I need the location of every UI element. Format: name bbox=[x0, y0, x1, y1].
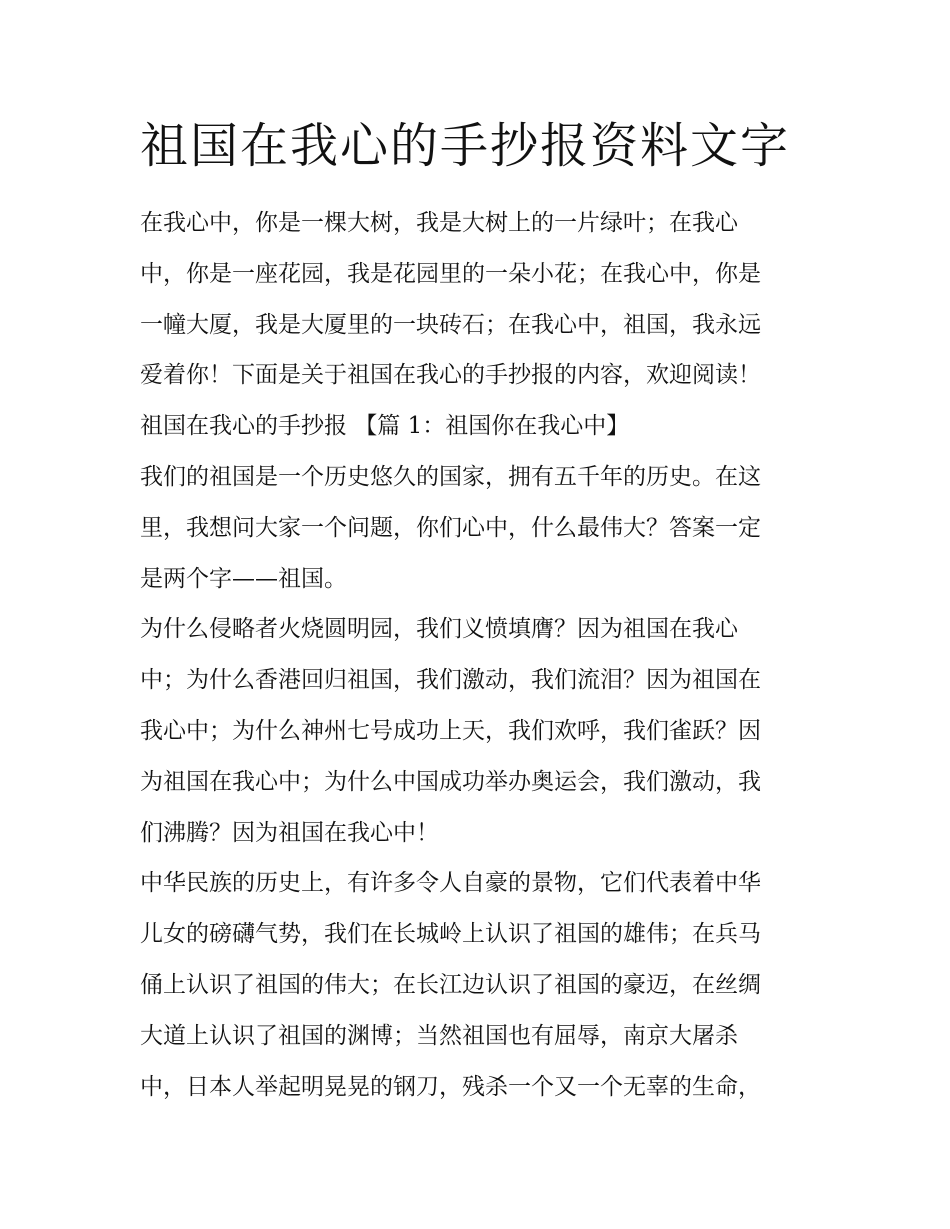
body-line: 是两个字——祖国。 bbox=[140, 565, 347, 592]
body-line: 在我心中，你是一棵大树，我是大树上的一片绿叶；在我心 bbox=[140, 210, 738, 236]
body-line: 俑上认识了祖国的伟大；在长江边认识了祖国的豪迈，在丝绸 bbox=[140, 971, 761, 998]
body-line: 中，你是一座花园，我是花园里的一朵小花；在我心中，你是 bbox=[140, 260, 761, 287]
body-line: 为祖国在我心中；为什么中国成功举办奥运会，我们激动，我 bbox=[140, 768, 761, 795]
body-line: 儿女的磅礴气势，我们在长城岭上认识了祖国的雄伟；在兵马 bbox=[140, 921, 761, 948]
section-heading: 祖国在我心的手抄报 【篇 1：祖国你在我心中】 bbox=[140, 413, 630, 440]
document-body bbox=[140, 198, 812, 1112]
body-line: 大道上认识了祖国的渊博；当然祖国也有屈辱，南京大屠杀 bbox=[140, 1022, 738, 1049]
body-line: 中，日本人举起明晃晃的钢刀，残杀一个又一个无辜的生命， bbox=[140, 1073, 761, 1100]
document-title: 祖国在我心的手抄报资料文字 bbox=[140, 118, 791, 174]
body-line: 中；为什么香港回归祖国，我们激动，我们流泪？因为祖国在 bbox=[140, 667, 761, 694]
body-line: 为什么侵略者火烧圆明园，我们义愤填膺？因为祖国在我心 bbox=[140, 616, 738, 643]
body-line: 爱着你！下面是关于祖国在我心的手抄报的内容，欢迎阅读！ bbox=[140, 362, 761, 389]
body-line: 里，我想问大家一个问题，你们心中，什么最伟大？答案一定 bbox=[140, 514, 761, 541]
body-line: 我们的祖国是一个历史悠久的国家，拥有五千年的历史。在这 bbox=[140, 463, 761, 490]
body-line: 中华民族的历史上，有许多令人自豪的景物，它们代表着中华 bbox=[140, 870, 761, 897]
body-line: 我心中；为什么神州七号成功上天，我们欢呼，我们雀跃？因 bbox=[140, 717, 761, 744]
body-line: 们沸腾？因为祖国在我心中！ bbox=[140, 819, 439, 846]
body-line: 一幢大厦，我是大厦里的一块砖石；在我心中，祖国，我永远 bbox=[140, 311, 761, 338]
